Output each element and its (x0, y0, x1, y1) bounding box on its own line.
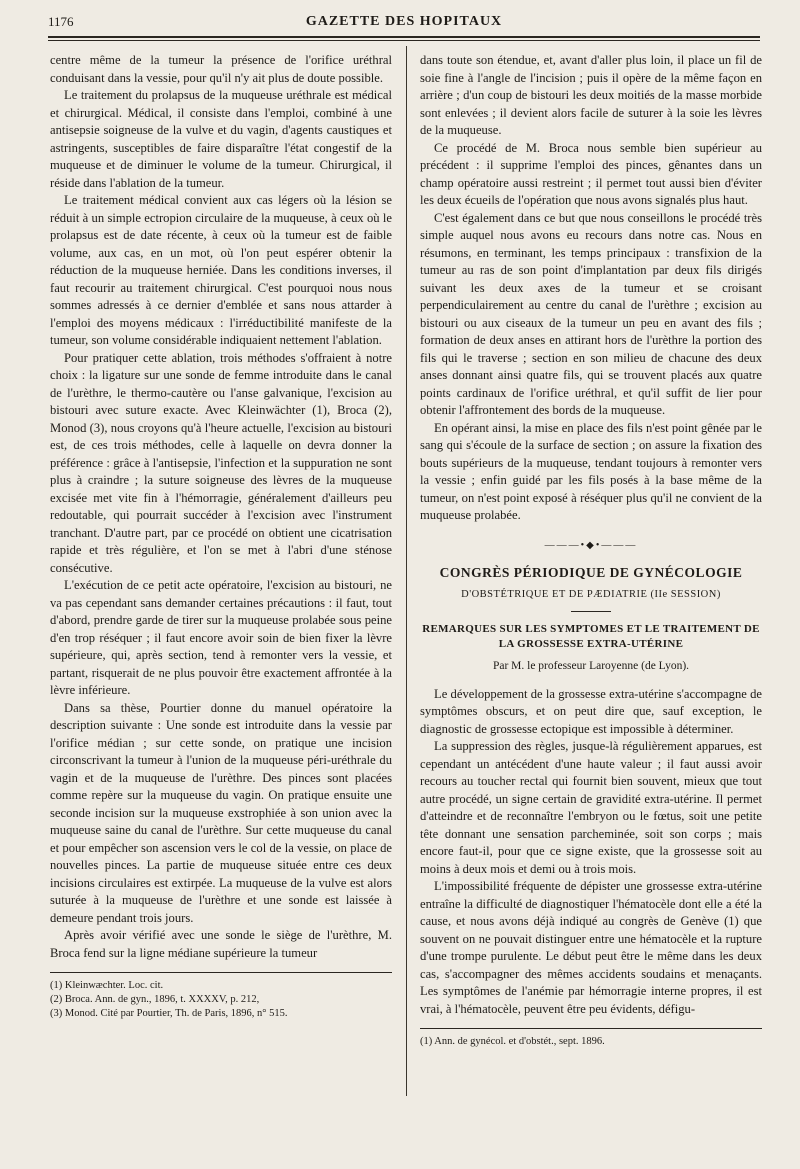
article-author: Par M. le professeur Laroyenne (de Lyon). (492, 660, 690, 672)
article-title: REMARQUES SUR LES SYMPTOMES ET LE TRAITEMENT DE LA GROSSESSE EXTRA-UTÉRINE (422, 623, 760, 650)
footnote: (1) Ann. de gynécol. et d'obstét., sept. 1896. (420, 1036, 605, 1047)
left-column (50, 52, 392, 1021)
section-separator: ———•◆•——— (544, 539, 638, 551)
congress-subtitle: D'OBSTÉTRIQUE ET DE PÆDIATRIE (IIe SESSION) (461, 588, 721, 600)
header-rule (48, 36, 760, 38)
footnote-rule (50, 972, 392, 973)
paragraph: Le développement de la grossesse extra-utérine s'accompagne de symptômes obscurs, et on peut dire que, sauf exception, le diagnostic de grossesse ectopique est impossible à déterminer. (420, 686, 762, 736)
paragraph: Pour pratiquer cette ablation, trois méthodes s'offraient à notre choix : la ligature sur une sonde de femme introduite dans le canal de l'urèthre, le thermo-cautère ou l'anse galvanique, l'excision au bistouri avec suture exacte. Avec Kleinwächter (1), Broca (2), Monod (3), nous croyons qu'à l'heure actuelle, l'excision au bistouri est, de ces trois méthodes, celle à laquelle on devra donner la préférence : grâce à l'antisepsie, l'infection et la suppuration ne sont plus à craindre ; la suture soigneuse des lèvres de la muqueuse excisée met vite fin à l'hémorragie, généralement d'ailleurs peu redoutable, qui pourrait succéder à l'excision avec l'instrument tranchant. D'autre part, par ce procédé on obtient une cicatrisation rapide et très régulière, et l'on se met à l'abri d'une sténose consécutive. (50, 350, 392, 575)
paragraph: L'exécution de ce petit acte opératoire, l'excision au bistouri, ne va pas cependant sans demander certaines précautions : il faut, tout d'abord, prendre garde de tirer sur la muqueuse prolabée sous peine d'en trop réséquer ; il faut encore avoir soin de bien fixer la lèvre supérieure, qui, après section, tend à remonter vers la vessie, et partant, risquerait de ne plus pouvoir être exactement affrontée à la lèvre inférieure. (50, 578, 392, 697)
header-rule-thin (48, 40, 760, 41)
congress-title: CONGRÈS PÉRIODIQUE DE GYNÉCOLOGIE (439, 565, 743, 580)
paragraph: centre même de la tumeur la présence de l'orifice uréthral conduisant dans la vessie, pour qu'il n'y ait plus de doute possible. (50, 53, 392, 85)
paragraph: Le traitement du prolapsus de la muqueuse uréthrale est médical et chirurgical. Médical, il consiste dans l'emploi, combiné à une antisepsie soigneuse de la vulve et du vagin, d'agents caustiques et astringents, susceptibles de faire disparaître l'état congestif de la muqueuse et de diminuer le volume de la tumeur. Chirurgical, il réside dans l'ablation de la tumeur. (50, 88, 392, 190)
footnote: (3) Monod. Cité par Pourtier, Th. de Paris, 1896, n° 515. (50, 1008, 288, 1019)
right-column (420, 52, 762, 1049)
footnote: (2) Broca. Ann. de gyn., 1896, t. XXXXV, p. 212, (50, 994, 260, 1005)
paragraph: dans toute son étendue, et, avant d'aller plus loin, il place un fil de soie fine à l'angle de l'incision ; puis il opère de la même façon en arrière ; d'un coup de bistouri les deux moitiés de la masse morbide sont enlevées ; il devient alors facile de suturer à la soie les lèvres de la muqueuse. (420, 53, 762, 137)
column-divider (406, 46, 407, 1096)
paragraph: La suppression des règles, jusque-là régulièrement apparues, est cependant un antécédent d'une haute valeur ; il faut aussi avoir recours au toucher rectal qui fournit bien souvent, mieux que tout autre procédé, un signe certain de gravidité extra-utérine. Il permet d'atteindre et de reconnaître l'embryon ou le fœtus, soit une petite tête donnant une sensation parcheminée, soit son corps ; mais encore faut-il, pour que ce signe existe, que la grossesse soit au moins à deux mois et demi ou à trois mois. (420, 739, 762, 876)
footnote: (1) Kleinwæchter. Loc. cit. (50, 980, 164, 991)
paragraph: Ce procédé de M. Broca nous semble bien supérieur au précédent : il supprime l'emploi des pinces, gênantes dans un champ opératoire aussi restreint ; il permet tout aussi bien d'éviter les deux écueils de l'opération que nous avons signalés plus haut. (420, 140, 762, 207)
page-header (48, 14, 760, 36)
page-number: 1176 (48, 14, 74, 29)
paragraph: En opérant ainsi, la mise en place des fils n'est point gênée par le sang qui s'écoule de la surface de section ; on assure la fixation des bouts supérieurs de la muqueuse, tendant toujours à remonter vers la vessie ; enfin guidé par les fils posés à la base même de la tumeur, on n'est point exposé à réséquer plus qu'il ne convient de la muqueuse prolabée. (420, 420, 762, 522)
paragraph: L'impossibilité fréquente de dépister une grossesse extra-utérine entraîne la difficulté de diagnostiquer l'hématocèle dont elle a été la cause, et nous avons déjà indiqué au congrès de Genève (1) que souvent on ne pouvait distinguer entre une hématocèle et la rupture d'une trompe purulente. Le début peut être le même dans les deux cas, s'accompagner des mêmes accidents soudains et menaçants. Les symptômes de l'anémie par hémorragie interne propres, il est vrai, à l'hématocèle, peuvent être peu évidents, défigu- (420, 879, 762, 1016)
paragraph: Après avoir vérifié avec une sonde le siège de l'urèthre, M. Broca fend sur la ligne médiane supérieure la tumeur (50, 928, 392, 960)
footnote-rule (420, 1028, 762, 1029)
paragraph: Le traitement médical convient aux cas légers où la lésion se réduit à un simple ectropion circulaire de la muqueuse, à ceux où le prolapsus est de date récente, à ceux où la tumeur est de faible volume, aux cas, en un mot, où l'on peut espérer obtenir la réduction de la muqueuse herniée. Dans les conditions inverses, il faut recourir au traitement chirurgical. C'est pourquoi nous nous sommes adressés à ce dernier d'emblée et sans nous attarder à l'emploi des moyens médicaux : l'irréductibilité manifeste de la tumeur, son volume considérable indiquaient nettement l'ablation. (50, 193, 392, 347)
paragraph: Dans sa thèse, Pourtier donne du manuel opératoire la description suivante : Une sonde est introduite dans la vessie par l'orifice médian ; sur cette sonde, on pratique une incision circonscrivant la tumeur à l'union de la muqueuse péri-uréthrale du vagin et de la muqueuse de l'urèthre. Des pinces sont placées comme repère sur la muqueuse du vagin. On pratique ensuite une seconde incision sur la muqueuse exstrophiée à son union avec la muqueuse saine du canal de l'urèthre. Sur cette muqueuse du canal et pour empêcher son ascension vers le col de la vessie, on place de nouvelles pinces. La partie de muqueuse située entre ces deux incisions circulaires est extirpée. La muqueuse de la vulve est alors suturée à la muqueuse de l'urèthre et une sonde est laissée à demeure pendant trois jours. (50, 700, 392, 925)
journal-title: GAZETTE DES HOPITAUX (305, 14, 503, 29)
short-rule (571, 611, 611, 612)
paragraph: C'est également dans ce but que nous conseillons le procédé très simple auquel nous avons eu recours dans notre cas. Nous en résumons, en terminant, les temps principaux : transfixion de la tumeur au ras de son point d'implantation par deux fils dirigés suivant les deux axes de la tumeur et se croisant perpendiculairement au centre du canal de l'urèthre ; excision au bistouri ou aux ciseaux de la tumeur un peu en avant des fils ; formation de deux anses en attirant hors de l'urèthre la portion des fils qui le traverse ; section en son milieu de chacune des deux anses donnant ainsi quatre fils, qui se trouvent placés aux quatre points cardinaux de l'orifice uréthral, et qu'il suffit de lier pour obtenir l'affrontement des bords de la muqueuse. (420, 210, 762, 417)
